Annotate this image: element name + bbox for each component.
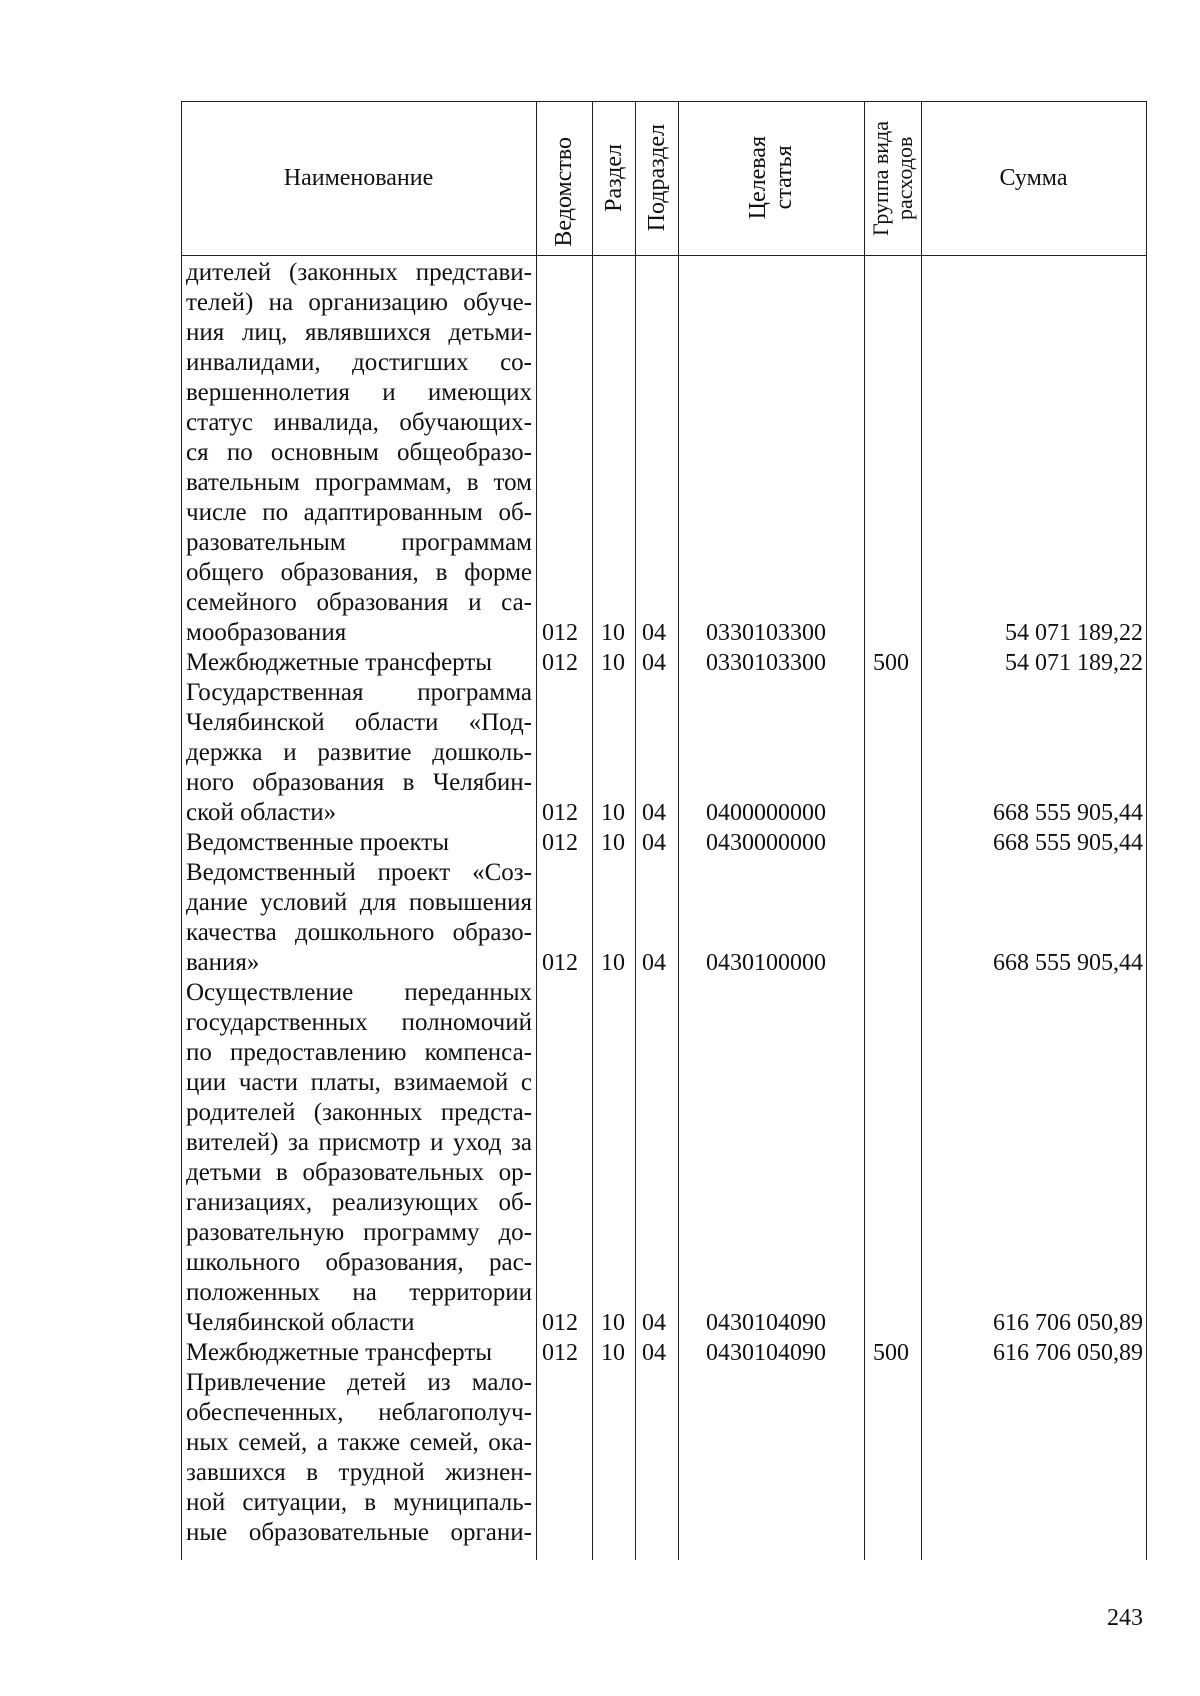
row-razdel: 10 xyxy=(601,620,625,646)
row-vedomstvo: 012 xyxy=(542,1310,578,1336)
row-name-line: школьного образования, рас- xyxy=(186,1249,532,1276)
row-name-line: Ведомственные проекты xyxy=(186,829,450,856)
row-razdel: 10 xyxy=(601,650,625,676)
header-podrazdel-cell xyxy=(635,101,678,255)
row-celevaya: 0430104090 xyxy=(706,1310,826,1336)
row-name-line: вания» xyxy=(186,949,260,976)
row-name-line: разовательным программам xyxy=(186,529,532,556)
row-name-line: качества дошкольного образо- xyxy=(186,919,532,946)
row-name-line: мообразования xyxy=(186,619,347,646)
row-name xyxy=(186,858,532,978)
row-name-line: общего образования, в форме xyxy=(186,559,532,586)
row-name-line: Челябинской области xyxy=(186,1309,415,1336)
row-name-line: ся по основным общеобразо- xyxy=(186,439,532,466)
col-border-podrazdel xyxy=(635,101,636,1560)
row-name xyxy=(186,828,532,858)
col-border-razdel xyxy=(592,101,593,1560)
header-vedomstvo-cell xyxy=(536,101,592,255)
page-number: 243 xyxy=(1107,1605,1143,1631)
row-podrazdel: 04 xyxy=(642,1340,666,1366)
row-vedomstvo: 012 xyxy=(542,1340,578,1366)
row-celevaya: 0330103300 xyxy=(706,650,826,676)
row-name-line: разовательную программу до- xyxy=(186,1219,532,1246)
col-border-summa xyxy=(921,101,922,1560)
row-razdel: 10 xyxy=(601,950,625,976)
row-razdel: 10 xyxy=(601,830,625,856)
row-gruppa: 500 xyxy=(873,1340,909,1366)
row-summa: 668 555 905,44 xyxy=(993,800,1143,826)
row-name-line: дание условий для повышения xyxy=(186,889,532,916)
row-summa: 54 071 189,22 xyxy=(1005,620,1143,646)
row-name-line: ного образования в Челябин- xyxy=(186,769,532,796)
row-gruppa: 500 xyxy=(873,650,909,676)
row-name-line: родителей (законных предста- xyxy=(186,1099,532,1126)
row-name-line: телей) на организацию обуче- xyxy=(186,289,532,316)
col-border-vedomstvo xyxy=(536,101,537,1560)
row-name-line: ганизациях, реализующих об- xyxy=(186,1189,532,1216)
row-name-line: держка и развитие дошколь- xyxy=(186,739,532,766)
row-celevaya: 0400000000 xyxy=(706,800,826,826)
row-vedomstvo: 012 xyxy=(542,830,578,856)
header-summa: Сумма xyxy=(999,164,1068,191)
row-summa: 668 555 905,44 xyxy=(993,830,1143,856)
row-summa: 668 555 905,44 xyxy=(993,950,1143,976)
table-header-bottom-border xyxy=(181,255,1146,256)
header-gruppa: Группа вида расходов xyxy=(867,120,917,236)
header-gruppa-cell xyxy=(864,101,921,255)
row-vedomstvo: 012 xyxy=(542,620,578,646)
row-razdel: 10 xyxy=(601,1310,625,1336)
row-podrazdel: 04 xyxy=(642,1310,666,1336)
row-name-line: детьми в образовательных ор- xyxy=(186,1159,532,1186)
col-border-gruppa xyxy=(864,101,865,1560)
header-name: Наименование xyxy=(283,164,434,191)
row-name-line: Государственная программа xyxy=(186,679,532,706)
row-vedomstvo: 012 xyxy=(542,800,578,826)
header-celevaya: Целевая статья xyxy=(745,136,797,220)
row-vedomstvo: 012 xyxy=(542,950,578,976)
col-border-left xyxy=(181,101,182,1560)
header-vedomstvo: Ведомство xyxy=(551,137,577,247)
row-podrazdel: 04 xyxy=(642,830,666,856)
row-name xyxy=(186,1368,532,1548)
row-name-line: государственных полномочий xyxy=(186,1009,532,1036)
row-name-line: Привлечение детей из мало- xyxy=(186,1369,532,1396)
row-celevaya: 0330103300 xyxy=(706,620,826,646)
header-razdel: Раздел xyxy=(600,144,627,212)
row-name-line: вителей) за присмотр и уход за xyxy=(186,1129,532,1156)
row-name xyxy=(186,978,532,1338)
row-name-line: статус инвалида, обучающих- xyxy=(186,409,532,436)
row-name-line: Межбюджетные трансферты xyxy=(186,1339,493,1366)
row-summa: 616 706 050,89 xyxy=(993,1310,1143,1336)
row-name xyxy=(186,1338,532,1368)
row-name-line: ных семей, а также семей, ока- xyxy=(186,1429,532,1456)
header-razdel-cell xyxy=(592,101,635,255)
row-name-line: ной ситуации, в муниципаль- xyxy=(186,1489,532,1516)
row-podrazdel: 04 xyxy=(642,800,666,826)
row-name-line: положенных на территории xyxy=(186,1279,532,1306)
row-name-line: инвалидами, достигших со- xyxy=(186,349,532,376)
row-razdel: 10 xyxy=(601,1340,625,1366)
col-border-celevaya xyxy=(678,101,679,1560)
row-name-line: вательным программам, в том xyxy=(186,469,532,496)
row-celevaya: 0430104090 xyxy=(706,1340,826,1366)
header-name-cell xyxy=(181,101,536,255)
row-name-line: ской области» xyxy=(186,799,337,826)
row-name-line: ния лиц, являвшихся детьми- xyxy=(186,319,532,346)
header-celevaya-cell xyxy=(678,101,864,255)
row-summa: 54 071 189,22 xyxy=(1005,650,1143,676)
row-name-line: вершеннолетия и имеющих xyxy=(186,379,532,406)
row-podrazdel: 04 xyxy=(642,650,666,676)
row-name xyxy=(186,648,532,678)
row-name-line: семейного образования и са- xyxy=(186,589,532,616)
row-name xyxy=(186,258,532,648)
row-razdel: 10 xyxy=(601,800,625,826)
col-border-right xyxy=(1146,101,1147,1560)
row-name-line: Челябинской области «Под- xyxy=(186,709,532,736)
row-name-line: числе по адаптированным об- xyxy=(186,499,532,526)
row-name-line: ции части платы, взимаемой с xyxy=(186,1069,532,1096)
row-podrazdel: 04 xyxy=(642,620,666,646)
row-name-line: Межбюджетные трансферты xyxy=(186,649,493,676)
row-name xyxy=(186,678,532,828)
row-celevaya: 0430100000 xyxy=(706,950,826,976)
header-summa-cell xyxy=(921,101,1146,255)
row-vedomstvo: 012 xyxy=(542,650,578,676)
row-name-line: ные образовательные органи- xyxy=(186,1519,532,1546)
row-name-line: дителей (законных представи- xyxy=(186,259,532,286)
row-name-line: Ведомственный проект «Соз- xyxy=(186,859,532,886)
row-summa: 616 706 050,89 xyxy=(993,1340,1143,1366)
row-podrazdel: 04 xyxy=(642,950,666,976)
row-name-line: завшихся в трудной жизнен- xyxy=(186,1459,532,1486)
header-podrazdel: Подраздел xyxy=(643,124,670,232)
row-name-line: по предоставлению компенса- xyxy=(186,1039,532,1066)
row-name-line: Осуществление переданных xyxy=(186,979,532,1006)
row-celevaya: 0430000000 xyxy=(706,830,826,856)
row-name-line: обеспеченных, неблагополуч- xyxy=(186,1399,532,1426)
